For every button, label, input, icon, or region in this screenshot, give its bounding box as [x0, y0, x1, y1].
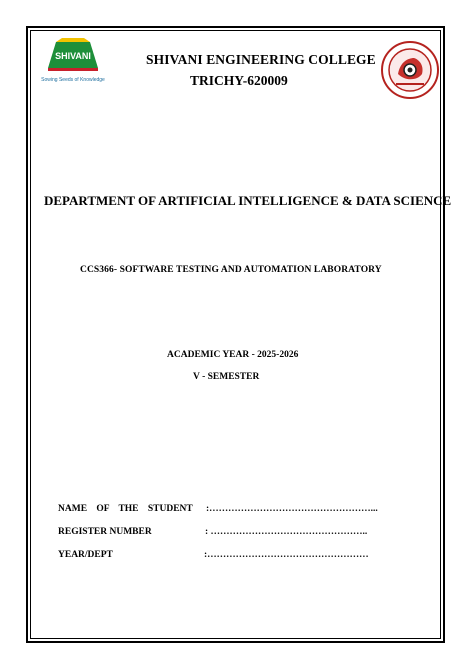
- department-title: DEPARTMENT OF ARTIFICIAL INTELLIGENCE & DATA SCIENCE: [44, 193, 452, 208]
- register-number-field: : …………………………………………..: [205, 527, 368, 537]
- academic-year: ACADEMIC YEAR - 2025-2026: [167, 350, 299, 360]
- svg-text:SHIVANI: SHIVANI: [55, 51, 91, 61]
- student-name-label: NAME OF THE STUDENT: [58, 504, 193, 514]
- semester: V - SEMESTER: [193, 372, 260, 382]
- svg-text:Sowing Seeds of Knowledge: Sowing Seeds of Knowledge: [41, 77, 105, 83]
- year-dept-label: YEAR/DEPT: [58, 550, 113, 560]
- university-emblem-icon: [380, 40, 440, 100]
- college-city: TRICHY-620009: [190, 73, 288, 88]
- student-name-field: :……………………………………………...: [206, 504, 378, 514]
- page-border-inner: [30, 30, 441, 639]
- college-name: SHIVANI ENGINEERING COLLEGE: [146, 52, 376, 67]
- register-number-label: REGISTER NUMBER: [58, 527, 152, 537]
- course-title: CCS366- SOFTWARE TESTING AND AUTOMATION LABORATORY: [80, 265, 382, 275]
- shivani-logo-icon: [38, 38, 108, 84]
- year-dept-field: :……………………………………………: [204, 550, 369, 560]
